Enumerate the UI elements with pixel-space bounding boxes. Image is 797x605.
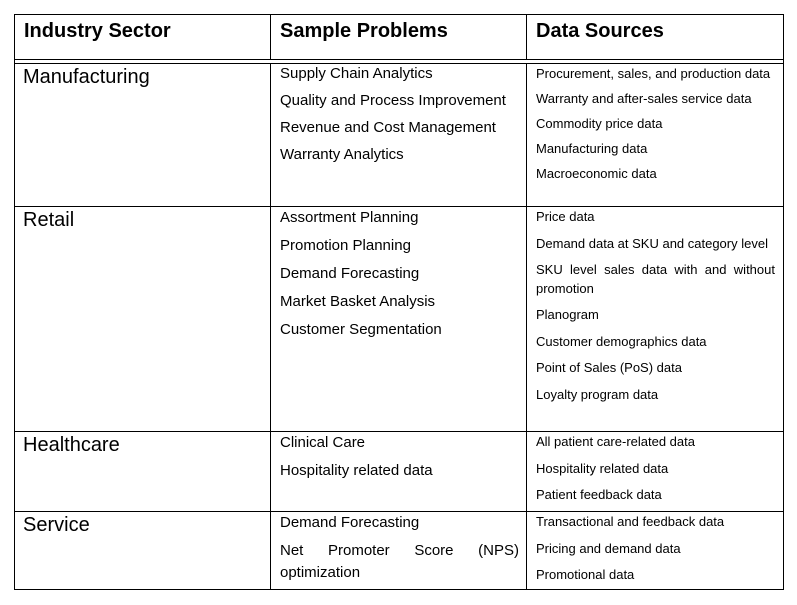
table-row-healthcare (15, 431, 783, 511)
problems-cell (271, 207, 527, 431)
source-item: SKU level sales data with and without promotion (536, 262, 775, 296)
header-cell-sources (527, 15, 783, 59)
source-item: Promotional data (536, 567, 635, 582)
source-item: Commodity price data (536, 116, 663, 131)
header-sector: Industry Sector (24, 20, 171, 42)
sector-name: Manufacturing (23, 66, 150, 88)
sources-list (536, 64, 775, 189)
problem-item: Quality and Process Improvement (280, 92, 506, 109)
sources-list (536, 432, 775, 510)
problems-cell (271, 512, 527, 589)
problem-item: Demand Forecasting (280, 514, 420, 531)
header-sources: Data Sources (536, 20, 664, 42)
source-item: Planogram (536, 307, 599, 322)
source-item: Loyalty program data (536, 387, 659, 402)
table-row-manufacturing (15, 63, 783, 206)
problem-item: Market Basket Analysis (280, 293, 436, 310)
sources-cell (527, 207, 783, 431)
sector-name: Retail (23, 209, 75, 231)
problem-item: Customer Segmentation (280, 321, 442, 338)
sector-cell (15, 432, 271, 511)
problems-cell (271, 432, 527, 511)
problems-list (280, 207, 519, 346)
source-item: Manufacturing data (536, 141, 648, 156)
sources-cell (527, 64, 783, 206)
source-item: Procurement, sales, and production data (536, 66, 771, 81)
problem-item: Assortment Planning (280, 209, 419, 226)
problem-item: Hospitality related data (280, 462, 433, 479)
source-item: Warranty and after-sales service data (536, 91, 752, 106)
header-cell-sector (15, 15, 271, 59)
problems-cell (271, 64, 527, 206)
header-cell-problems (271, 15, 527, 59)
problems-list (280, 432, 519, 487)
problem-item: Supply Chain Analytics (280, 65, 433, 82)
problem-item: Clinical Care (280, 434, 366, 451)
sources-list (536, 512, 775, 590)
problem-item: Net Promoter Score (NPS) optimization (280, 542, 519, 581)
sector-name: Service (23, 514, 90, 536)
industry-table (14, 14, 784, 590)
source-item: Macroeconomic data (536, 166, 657, 181)
source-item: Demand data at SKU and category level (536, 236, 768, 251)
problem-item: Promotion Planning (280, 237, 411, 254)
table-row-retail (15, 206, 783, 431)
source-item: Point of Sales (PoS) data (536, 360, 682, 375)
sector-cell (15, 512, 271, 589)
source-item: Transactional and feedback data (536, 514, 725, 529)
table-row-service (15, 511, 783, 589)
problem-item: Demand Forecasting (280, 265, 420, 282)
sources-list (536, 207, 775, 410)
sources-cell (527, 512, 783, 589)
problem-item: Warranty Analytics (280, 146, 404, 163)
source-item: Patient feedback data (536, 487, 662, 502)
source-item: All patient care-related data (536, 434, 695, 449)
source-item: Hospitality related data (536, 461, 669, 476)
source-item: Customer demographics data (536, 334, 707, 349)
table-header-row (15, 15, 783, 60)
sector-cell (15, 207, 271, 431)
sector-cell (15, 64, 271, 206)
source-item: Pricing and demand data (536, 541, 681, 556)
problems-list (280, 63, 519, 171)
header-problems: Sample Problems (280, 20, 448, 42)
sources-cell (527, 432, 783, 511)
problem-item: Revenue and Cost Management (280, 119, 496, 136)
source-item: Price data (536, 209, 595, 224)
sector-name: Healthcare (23, 434, 120, 456)
problems-list (280, 512, 519, 589)
